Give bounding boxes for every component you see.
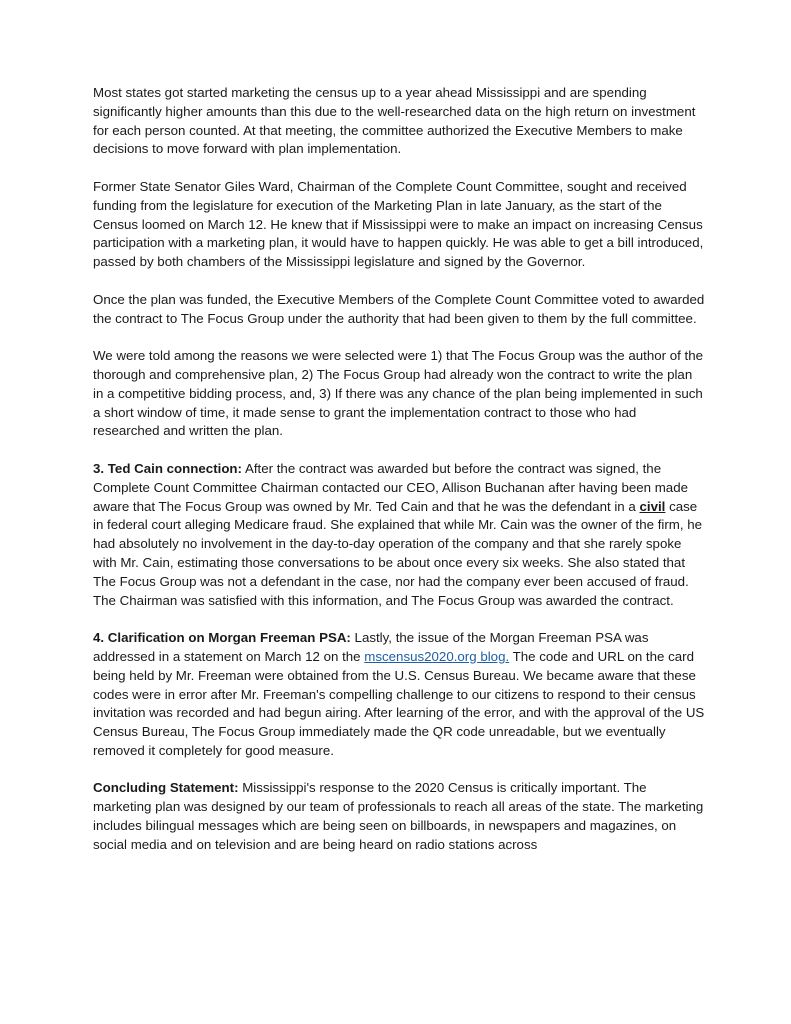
- emphasis-civil: civil: [639, 498, 666, 514]
- paragraph-selection-reasons: We were told among the reasons we were selected were 1) that The Focus Group was the author of the thorough and comprehensive plan, 2) The Focus Group had already won the contract to write the plan in a competitive bidding process, and, 3) If there was any chance of the plan being implemented in such a short window of time, it made sense to grant the implementation contract to those who had researched and written the plan.: [93, 348, 704, 439]
- section-heading-morgan-freeman: 4. Clarification on Morgan Freeman PSA:: [93, 630, 351, 646]
- section-text: The code and URL on the card being held by Mr. Freeman were obtained from the U.S. Census Bureau. We became aware that these codes were in error after Mr. Freeman's compelling challenge to our citizens to respond to their census invitation was recorded and had begun airing. After learning of the error, and with the approval of the US Census Bureau, The Focus Group immediately made the QR code unreadable, but we eventually removed it completely for good measure.: [93, 648, 705, 758]
- section-concluding-statement: [93, 779, 705, 854]
- section-text: Mississippi's response to the 2020 Census is critically important. The marketing plan was designed by our team of professionals to reach all areas of the state. The marketing includes bilingual messages which are being seen on billboards, in newspapers and magazines, on social media and on television and are being heard on radio stations across: [93, 780, 704, 852]
- paragraph-marketing-comparison: Most states got started marketing the census up to a year ahead Mississippi and are spending significantly higher amounts than this due to the well-researched data on the high return on investment for each person counted. At that meeting, the committee authorized the Executive Members to make decisions to move forward with plan implementation.: [93, 85, 696, 157]
- paragraph-funding: Former State Senator Giles Ward, Chairman of the Complete Count Committee, sought and received funding from the legislature for execution of the Marketing Plan in late January, as the start of the Census loomed on March 12. He knew that if Mississippi were to make an impact on increasing Census participation with a marketing plan, it would have to happen quickly. He was able to get a bill introduced, passed by both chambers of the Mississippi legislature and signed by the Governor.: [93, 178, 704, 270]
- section-text: After the contract was awarded but before the contract was signed, the Complete Count Committee Chairman contacted our CEO, Allison Buchanan after having been made aware that The Focus Group was owned by Mr. Ted Cain and that he was the defendant in a: [93, 460, 688, 514]
- document-body: [93, 84, 705, 873]
- blog-link[interactable]: mscensus2020.org blog.: [364, 648, 510, 664]
- section-text: Lastly, the issue of the Morgan Freeman PSA was addressed in a statement on March 12 on the: [93, 630, 649, 664]
- section-morgan-freeman-psa: [93, 629, 705, 761]
- section-heading-ted-cain: 3. Ted Cain connection:: [93, 460, 242, 476]
- paragraph-contract-award: Once the plan was funded, the Executive Members of the Complete Count Committee voted to awarded the contract to The Focus Group under the authority that had been given to them by the full committee.: [93, 291, 705, 326]
- section-ted-cain-connection: [93, 460, 705, 610]
- section-text: case in federal court alleging Medicare fraud. She explained that while Mr. Cain was the owner of the firm, he had absolutely no involvement in the day-to-day operation of the company and that she rarely spoke with Mr. Cain, estimating those conversations to be about once every six weeks. She also stated that The Focus Group was not a defendant in the case, nor had the company ever been accused of fraud. The Chairman was satisfied with this information, and The Focus Group was awarded the contract.: [93, 498, 703, 608]
- section-heading-concluding: Concluding Statement:: [93, 780, 239, 796]
